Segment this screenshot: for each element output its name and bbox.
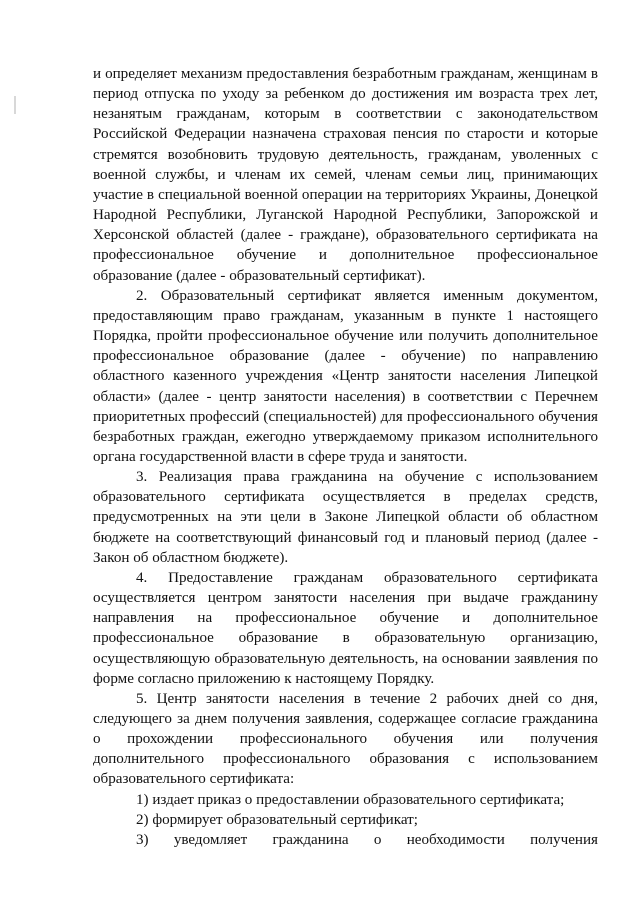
list-item-3: 3) уведомляет гражданина о необходимости получения bbox=[136, 831, 598, 848]
paragraph-2: 2. Образовательный сертификат является именным документом, предоставляющим право гражданам, указанным в пункте 1 настоящего Порядка, пройти профессиональное обучение или получить дополнительное профессиональное образование (далее - обучение) по направлению областного казенного учреждения «Центр занятости населения Липецкой области» (далее - центр занятости населения) в соответствии с Перечнем приоритетных профессий (специальностей) для профессионального обучения безработных граждан, ежегодно утверждаемому приказом исполнительного органа государственной власти в сфере труда и занятости. bbox=[93, 287, 598, 465]
paragraph-continuation: и определяет механизм предоставления безработным гражданам, женщинам в период отпуска по уходу за ребенком до достижения им возраста трех лет, незанятым гражданам, которым в соответствии с законодательством Российской Федерации назначена страховая пенсия по старости и которые стремятся возобновить трудовую деятельность, гражданам, уволенных с военной службы, и членам их семей, членам семьи лиц, принимающих участие в специальной военной операции на территориях Украины, Донецкой Народной Республики, Луганской Народной Республики, Запорожской и Херсонской областей (далее - граждане), образовательного сертификата на профессиональное обучение и дополнительное профессиональное образование (далее - образовательный сертификат). bbox=[93, 66, 598, 284]
paragraph-4: 4. Предоставление гражданам образовательного сертификата осуществляется центром занятости населения при выдаче гражданину направления на профессиональное обучение и дополнительное профессиональное образование в образовательную организацию, осуществляющую образовательную деятельность, на основании заявления по форме согласно приложению к настоящему Порядку. bbox=[93, 569, 598, 687]
list-item-2: 2) формирует образовательный сертификат; bbox=[136, 811, 418, 828]
paragraph-5: 5. Центр занятости населения в течение 2 рабочих дней со дня, следующего за днем получения заявления, содержащее согласие гражданина о прохождении профессионального обучения или получения дополнительного профессионального образования с использованием образовательного сертификата: bbox=[93, 690, 598, 788]
scan-margin-mark bbox=[14, 96, 16, 114]
list-item-1: 1) издает приказ о предоставлении образовательного сертификата; bbox=[136, 791, 565, 808]
paragraph-3: 3. Реализация права гражданина на обучение с использованием образовательного сертификата осуществляется в пределах средств, предусмотренных на эти цели в Законе Липецкой области об областном бюджете на соответствующий финансовый год и плановый период (далее - Закон об областном бюджете). bbox=[93, 469, 598, 566]
document-body bbox=[93, 64, 598, 850]
